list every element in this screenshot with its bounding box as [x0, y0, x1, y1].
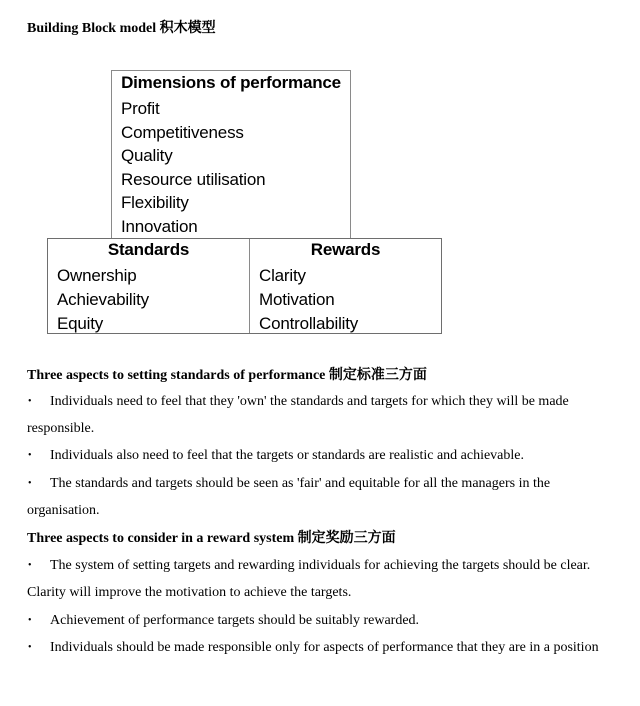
- rewards-heading: Rewards: [310, 240, 381, 259]
- bullet-text: Individuals also need to feel that the targets or standards are realistic and achievable.: [50, 448, 525, 463]
- standards-column: [48, 239, 250, 333]
- dimensions-of-performance-box: [111, 70, 351, 238]
- bullet-icon: •: [28, 560, 32, 571]
- bullet-text: Individuals need to feel that they 'own' the standards and targets for which they will be made responsible.: [27, 394, 569, 436]
- dimension-item: Profit: [121, 99, 160, 118]
- reward-item: Clarity: [259, 266, 306, 285]
- document-title-text: Building Block model: [27, 21, 157, 36]
- bullet-text: The standards and targets should be seen as 'fair' and equitable for all the managers in the organisation.: [27, 476, 551, 518]
- dimension-item: Quality: [121, 146, 173, 166]
- dimension-item: Resource utilisation: [121, 169, 266, 189]
- standards-bullet: [27, 442, 607, 469]
- reward-item: Motivation: [259, 290, 335, 309]
- rewards-column: [250, 239, 441, 333]
- standards-bullet: [27, 388, 607, 442]
- dimensions-list: [121, 97, 265, 239]
- bullet-icon: •: [28, 450, 32, 461]
- standard-item: Achievability: [57, 290, 149, 309]
- document-title: [27, 17, 216, 37]
- reward-bullet: [27, 607, 607, 634]
- dimensions-heading: Dimensions of performance: [121, 73, 341, 92]
- standards-section-heading-text: Three aspects to setting standards of performance: [27, 368, 326, 383]
- document-title-cjk: 积木模型: [159, 20, 216, 36]
- dimension-item: Competitiveness: [121, 122, 244, 142]
- bullet-icon: •: [28, 642, 32, 653]
- dimension-item: Flexibility: [121, 193, 189, 213]
- dimension-item: Innovation: [121, 216, 198, 236]
- standard-item: Equity: [57, 314, 104, 333]
- reward-section-heading-text: Three aspects to consider in a reward system: [27, 531, 295, 546]
- bullet-icon: •: [28, 478, 32, 489]
- standards-list: [57, 264, 149, 336]
- reward-item: Controllability: [259, 314, 359, 333]
- bullet-icon: •: [28, 615, 32, 626]
- standard-item: Ownership: [57, 266, 137, 285]
- bullet-text: Achievement of performance targets should be suitably rewarded.: [50, 613, 420, 628]
- bullet-text: Individuals should be made responsible only for aspects of performance that they are in a position: [50, 640, 599, 655]
- reward-section-heading-cjk: 制定奖励三方面: [297, 530, 396, 546]
- rewards-list: [259, 264, 358, 336]
- standards-section-heading-cjk: 制定标准三方面: [328, 367, 427, 383]
- standards-bullet: [27, 470, 607, 524]
- standards-rewards-box: [47, 238, 442, 334]
- reward-section-heading: [27, 527, 607, 547]
- bullet-text: The system of setting targets and rewarding individuals for achieving the targets should be clear. Clarity will improve the motivation to achieve the targets.: [27, 558, 591, 600]
- reward-bullet: [27, 552, 607, 606]
- standards-heading: Standards: [107, 240, 190, 259]
- standards-section-heading: [27, 364, 607, 384]
- reward-bullet: [27, 634, 607, 661]
- bullet-icon: •: [28, 396, 32, 407]
